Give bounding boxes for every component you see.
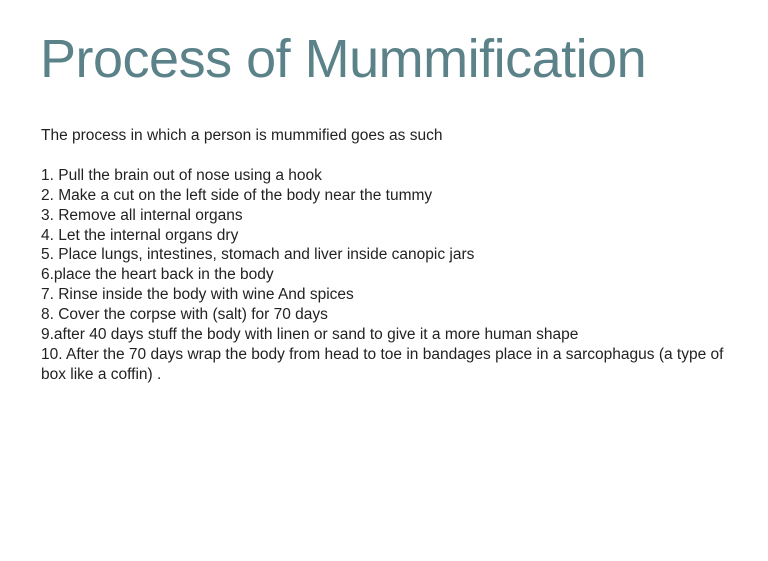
step-item: 5. Place lungs, intestines, stomach and liver inside canopic jars xyxy=(41,246,475,264)
steps-list xyxy=(41,166,741,385)
step-item: 7. Rinse inside the body with wine And spices xyxy=(41,286,354,304)
step-item: 9.after 40 days stuff the body with linen or sand to give it a more human shape xyxy=(41,326,579,344)
step-item: 10. After the 70 days wrap the body from head to toe in bandages place in a sarcophagus (a type of box like a coffin) . xyxy=(41,345,724,383)
step-item: 8. Cover the corpse with (salt) for 70 days xyxy=(41,306,328,324)
step-item: 3. Remove all internal organs xyxy=(41,206,243,224)
step-item: 1. Pull the brain out of nose using a hook xyxy=(41,166,322,184)
intro-text: The process in which a person is mummified goes as such xyxy=(41,127,443,144)
step-item: 4. Let the internal organs dry xyxy=(41,226,239,244)
step-item: 2. Make a cut on the left side of the body near the tummy xyxy=(41,186,433,204)
slide-title: Process of Mummification xyxy=(40,29,647,89)
step-item: 6.place the heart back in the body xyxy=(41,266,274,284)
spacer xyxy=(41,146,741,166)
slide-body xyxy=(41,126,741,385)
